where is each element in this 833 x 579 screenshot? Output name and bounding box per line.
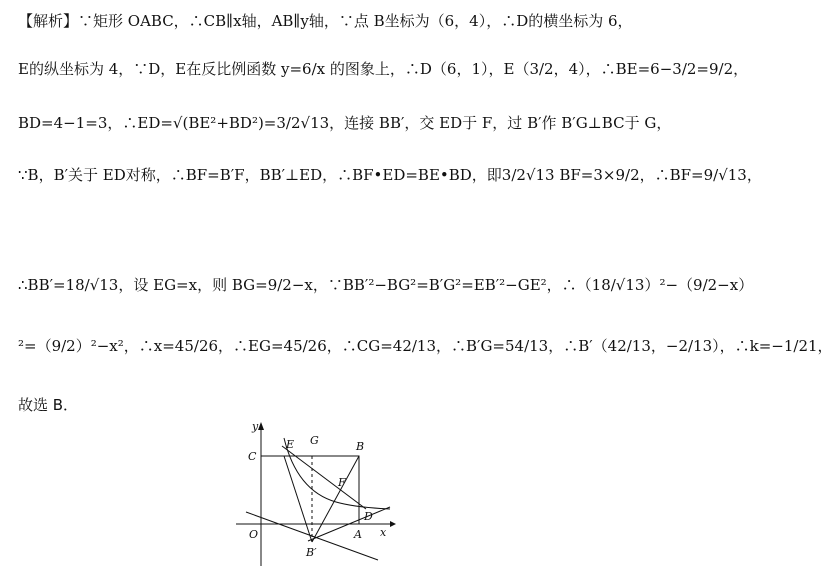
label-g: G <box>310 434 319 447</box>
solution-line-4: ∵B，B′关于 ED对称，∴BF=B′F，BB′⊥ED，∴BF•ED=BE•BD，即3/2√13 BF=3×9/2，∴BF=9/√13， <box>18 166 762 184</box>
label-x: x <box>380 526 387 539</box>
label-bprime: B′ <box>306 546 317 559</box>
x-axis-arrow <box>390 521 396 527</box>
rectangle-oabc <box>261 456 359 524</box>
label-a: A <box>354 528 362 541</box>
label-e: E <box>286 438 295 451</box>
line-ed <box>282 446 366 509</box>
y-axis-arrow <box>258 422 264 430</box>
label-c: C <box>248 450 257 463</box>
hyperbola-curve <box>284 438 390 509</box>
label-f: F <box>338 476 346 489</box>
conclusion-line: 故选 B． <box>18 396 79 414</box>
segment-ebp <box>284 456 312 542</box>
label-y: y <box>252 420 259 433</box>
solution-line-6: ²=（9/2）²−x²，∴x=45/26，∴EG=45/26，∴CG=42/13，∴B′G=54/13，∴B′（42/13，−2/13），∴k=−1/21， <box>18 337 833 355</box>
solution-line-1: 【解析】∵矩形 OABC，∴CB∥x轴，AB∥y轴，∵点 B坐标为（6，4），∴D的横坐标为 6， <box>18 12 633 30</box>
solution-line-2: E的纵坐标为 4，∵D，E在反比例函数 y=6/x 的图象上，∴D（6，1），E（3/2，4），∴BE=6−3/2=9/2， <box>18 60 749 78</box>
label-o: O <box>249 528 259 541</box>
label-d: D <box>364 510 373 523</box>
geometry-figure <box>228 416 398 576</box>
solution-line-3: BD=4−1=3，∴ED=√(BE²+BD²)=3/2√13，连接 BB′，交 ED于 F，过 B′作 B′G⊥BC于 G， <box>18 114 672 132</box>
label-b: B <box>356 440 365 453</box>
solution-line-5: ∴BB′=18/√13，设 EG=x，则 BG=9/2−x，∵BB′²−BG²=B′G²=EB′²−GE²，∴（18/√13）²−（9/2−x） <box>18 276 754 294</box>
